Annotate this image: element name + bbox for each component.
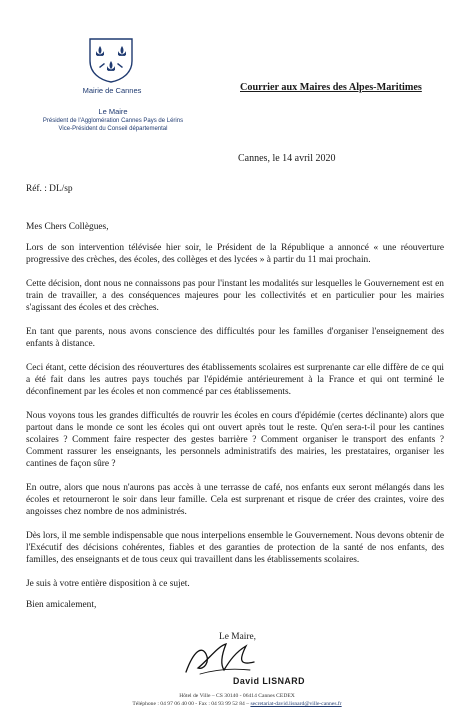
footer-email-link[interactable]: secretariat-david.lisnard@ville-cannes.fr bbox=[250, 701, 342, 707]
letter-reference: Réf. : DL/sp bbox=[26, 184, 73, 194]
paragraph: Cette décision, dont nous ne connaissons pas pour l'instant les modalités sur lesquelles le Gouvernement est en train de travailler, a des conséquences majeures pour les collectivités et en particulier pour les mairies s'agissant des écoles et des crèches. bbox=[26, 279, 444, 313]
salutation: Mes Chers Collègues, bbox=[26, 222, 109, 232]
letter-date: Cannes, le 14 avril 2020 bbox=[238, 153, 336, 164]
mayor-subtitle-2: Vice-Président du Conseil départemental bbox=[58, 126, 168, 132]
mayor-title: Le Maire bbox=[98, 107, 128, 116]
fleur-de-lis-shield-icon bbox=[86, 37, 136, 83]
closing: Bien amicalement, bbox=[26, 600, 97, 610]
footer-address: Hôtel de Ville – CS 30140 - 06414 Cannes CEDEX bbox=[179, 693, 295, 699]
footer-phone-fax: Téléphone : 04 97 06 40 00 - Fax : 04 93 99 52 84 – bbox=[132, 701, 250, 707]
letter-heading: Courrier aux Maires des Alpes-Maritimes bbox=[240, 82, 422, 93]
org-name: Mairie de Cannes bbox=[82, 86, 142, 95]
handwritten-signature-icon bbox=[180, 640, 260, 680]
paragraph: Nous voyons tous les grandes difficultés de rouvrir les écoles en cours d'épidémie (certes déclinante) alors que partout dans le monde ce sont les écoles qui ont ouvert après tout le reste. Qu'en sera-t-il pour les cantines scolaires ? Comment faire respecter des gestes barrière ? Comment organiser le transport des enfants ? Comment rassurer les enseignants, les personnels administratifs des mairies, les prestataires, organiser les cantines de façon sûre ? bbox=[26, 411, 444, 469]
signatory-name: David LISNARD bbox=[233, 676, 305, 686]
paragraph: En outre, alors que nous n'aurons pas accès à une terrasse de café, nos enfants eux seront mélangés dans les écoles et retourneront le soir dans leur famille. Cela est surprenant et risque de créer des craintes, voire des angoisses chez nombre de nos administrés. bbox=[26, 483, 444, 517]
footer-contact-line bbox=[0, 701, 474, 708]
paragraph: Ceci étant, cette décision des réouvertures des établissements scolaires est surprenante car elle diffère de ce qui a été fait dans les autres pays touchés par l'épidémie antérieurement à la France et qui ont terminé le déconfinement par les écoles et non commencé par ces établissements. bbox=[26, 363, 444, 397]
paragraph: Je suis à votre entière disposition à ce sujet. bbox=[26, 579, 190, 589]
signature-title: Le Maire, bbox=[219, 632, 256, 642]
paragraph: En tant que parents, nous avons conscience des difficultés pour les familles d'organiser l'enseignement des enfants à distance. bbox=[26, 327, 444, 349]
mayor-subtitle-1: Président de l'Agglomération Cannes Pays de Lérins bbox=[42, 118, 184, 124]
letter-body bbox=[26, 221, 444, 623]
paragraph: Dès lors, il me semble indispensable que nous interpelions ensemble le Gouvernement. Nous devons obtenir de l'Exécutif des décisions cohérentes, fiables et des garanties de protection de la santé de nos enfants, des familles, des enseignants et de tous ceux qui travaillent dans les établissements scolaires. bbox=[26, 531, 444, 565]
paragraph: Lors de son intervention télévisée hier soir, le Président de la République a annoncé « une réouverture progressive des crèches, des écoles, des collèges et des lycées » à partir du 11 mai prochain. bbox=[26, 243, 444, 265]
